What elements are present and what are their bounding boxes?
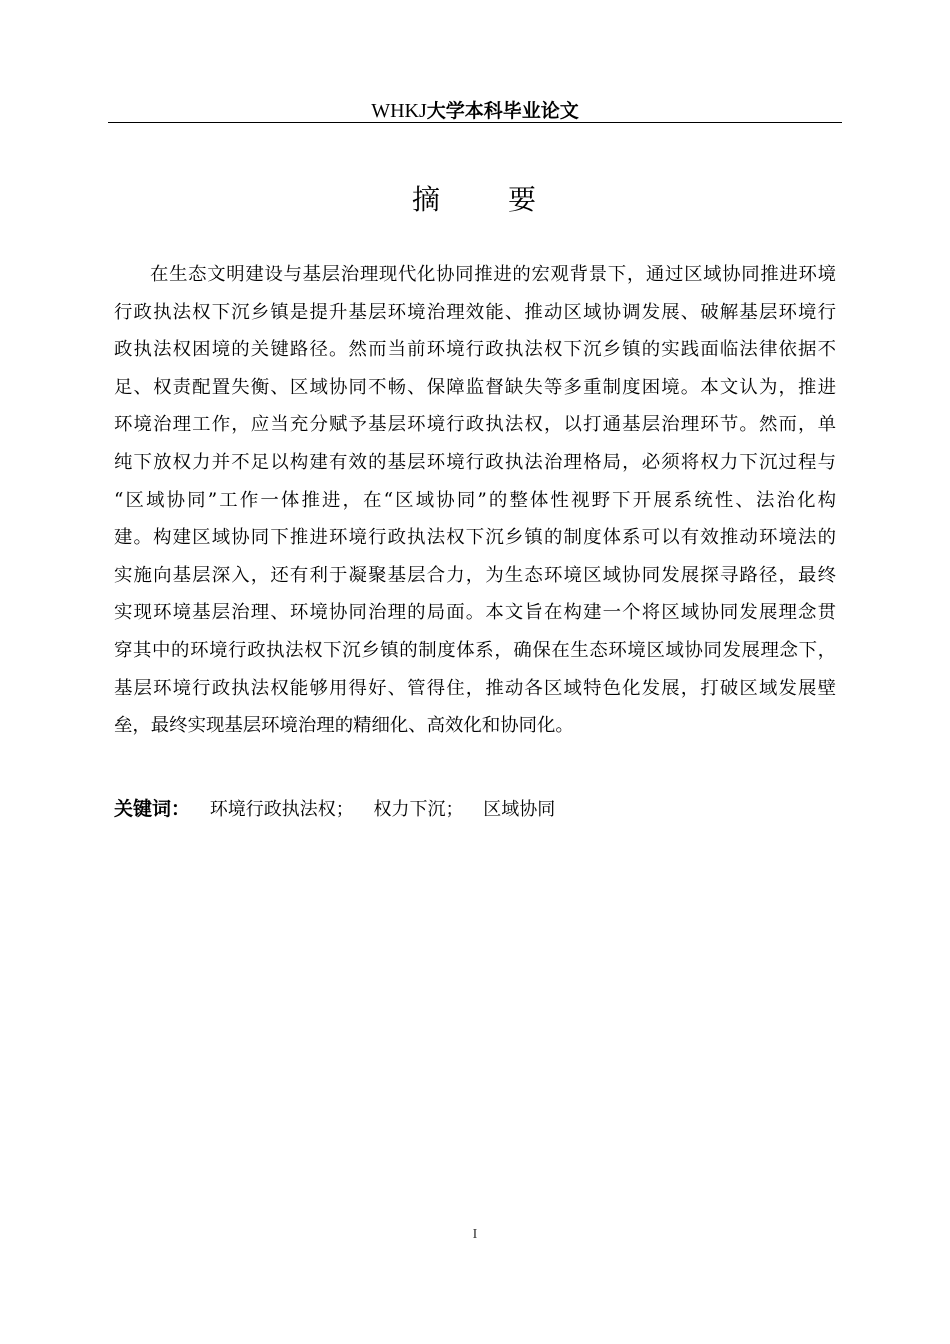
abstract-line: 实施向基层深入，还有利于凝聚基层合力，为生态环境区域协同发展探寻路径，最终 (114, 564, 836, 586)
keywords (114, 794, 555, 826)
header-prefix: WHKJ (371, 100, 427, 122)
keyword-item: 区域协同 (483, 799, 556, 820)
abstract-line: 穿其中的环境行政执法权下沉乡镇的制度体系，确保在生态环境区域协同发展理念下， (114, 639, 836, 661)
abstract-body (114, 256, 836, 745)
abstract-line: 纯下放权力并不足以构建有效的基层环境行政执法治理格局，必须将权力下沉过程与 (114, 451, 836, 473)
keyword-item: 权力下沉； (373, 799, 464, 820)
abstract-line: 基层环境行政执法权能够用得好、管得住，推动各区域特色化发展，打破区域发展壁 (114, 677, 836, 699)
abstract-title-char-1: 摘 (411, 183, 442, 216)
abstract-line: 足、权责配置失衡、区域协同不畅、保障监督缺失等多重制度困境。本文认为，推进 (114, 376, 836, 398)
page-header (108, 96, 842, 124)
abstract-line: 政执法权困境的关键路径。然而当前环境行政执法权下沉乡镇的实践面临法律依据不 (114, 339, 836, 361)
abstract-line: 建。构建区域协同下推进环境行政执法权下沉乡镇的制度体系可以有效推动环境法的 (114, 527, 836, 549)
abstract-line: “区域协同”工作一体推进，在“区域协同”的整体性视野下开展系统性、法治化构 (114, 489, 836, 511)
abstract-line: 在生态文明建设与基层治理现代化协同推进的宏观背景下，通过区域协同推进环境 (150, 264, 836, 285)
keywords-label: 关键词： (114, 798, 191, 820)
abstract-title (0, 178, 950, 218)
abstract-line: 实现环境基层治理、环境协同治理的局面。本文旨在构建一个将区域协同发展理念贯 (114, 602, 836, 624)
abstract-line: 行政执法权下沉乡镇是提升基层环境治理效能、推动区域协调发展、破解基层环境行 (114, 301, 836, 323)
keyword-item: 环境行政执法权； (209, 799, 354, 820)
page-number: I (472, 1227, 478, 1242)
header-title: 大学本科毕业论文 (426, 100, 579, 122)
abstract-line: 垒，最终实现基层环境治理的精细化、高效化和协同化。 (114, 715, 574, 737)
abstract-line: 环境治理工作，应当充分赋予基层环境行政执法权，以打通基层治理环节。然而，单 (114, 414, 836, 436)
header-divider (108, 122, 842, 123)
abstract-title-char-2: 要 (508, 183, 539, 216)
